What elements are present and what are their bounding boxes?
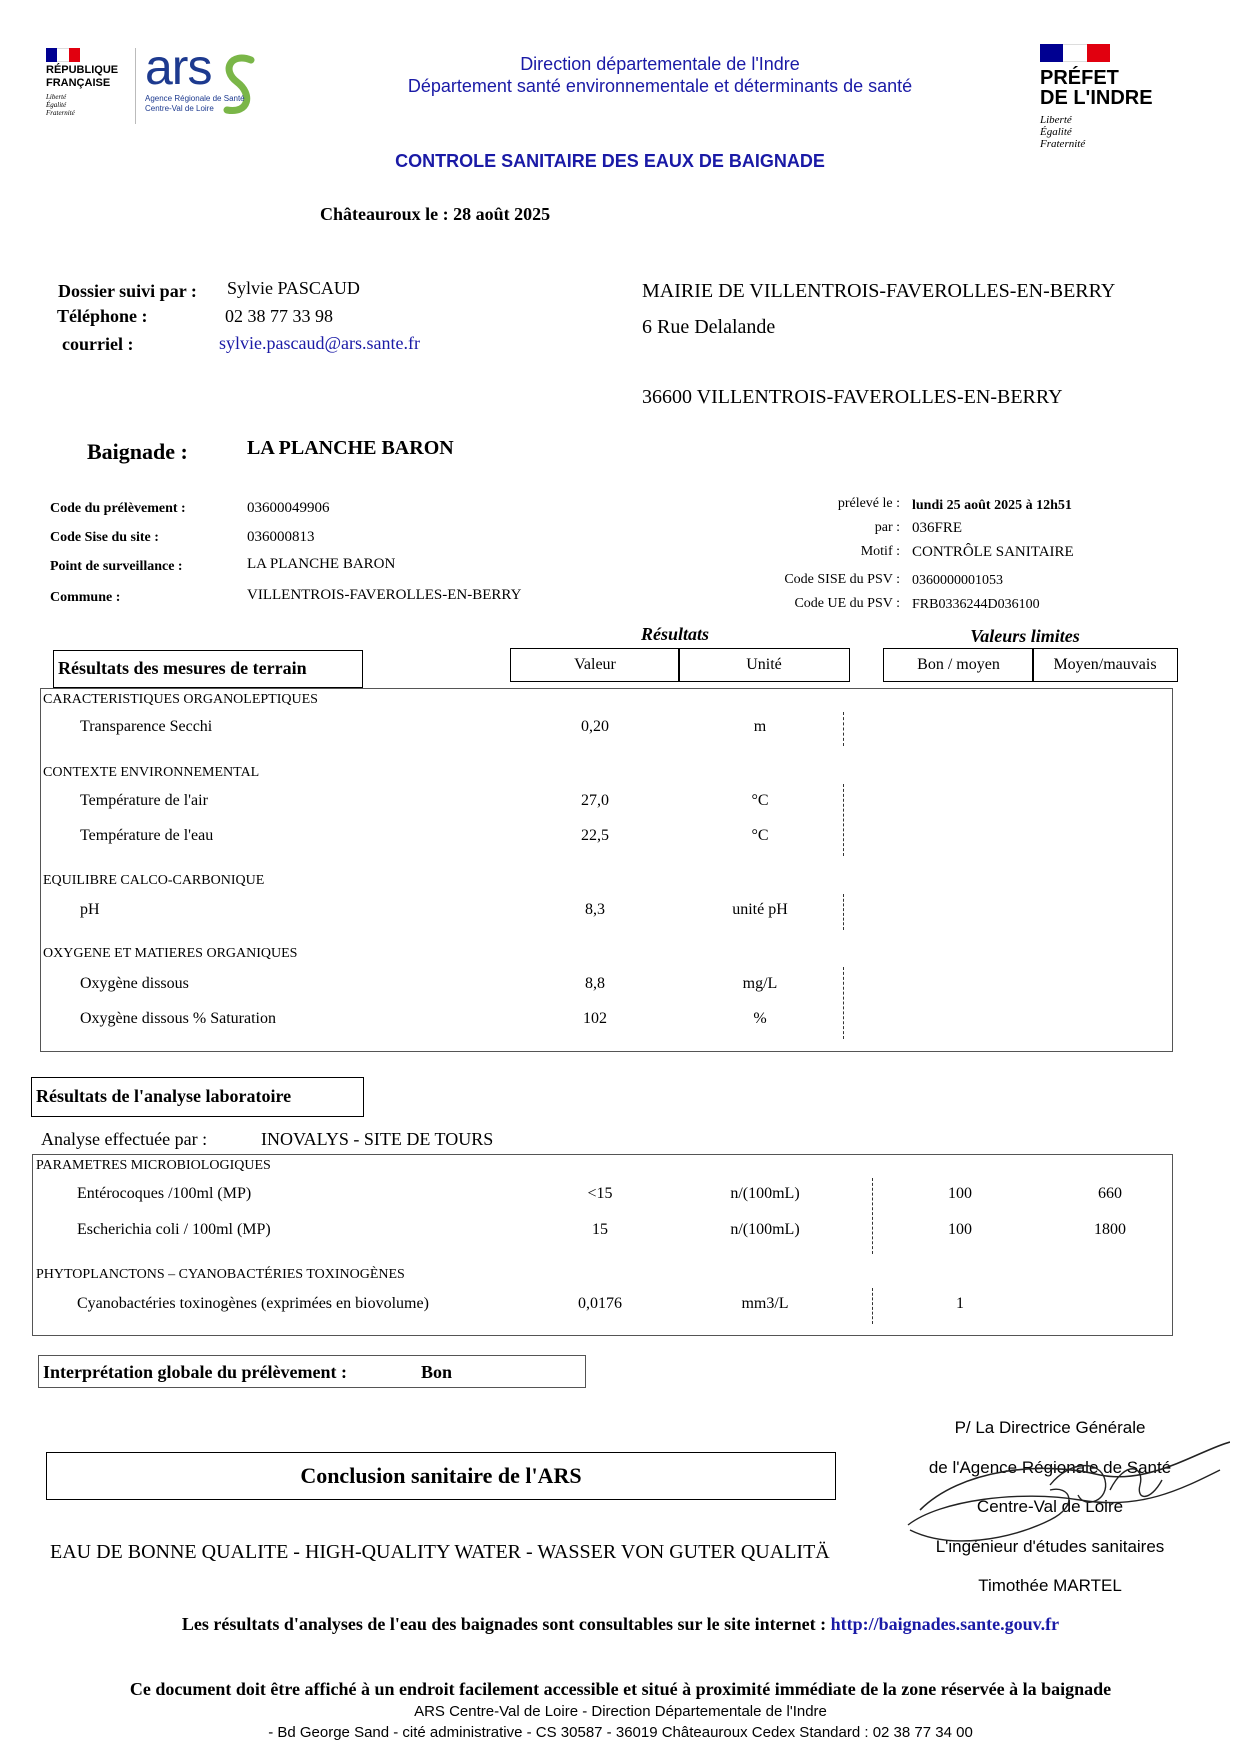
signature-line2: de l'Agence Régionale de Santé (928, 1457, 1172, 1477)
conclusion-text-value: EAU DE BONNE QUALITE - HIGH-QUALITY WATER - WASSER VON GUTER QUALITÄ (50, 1541, 830, 1563)
param-value: 0,20 (581, 718, 609, 735)
limit-bon: 1 (956, 1295, 964, 1312)
rf-motto2: Égalité (46, 101, 67, 109)
moyen-mauvais-header: Moyen/mauvais (1053, 656, 1157, 673)
conclusion-title: Conclusion sanitaire de l'ARS (300, 1463, 582, 1488)
ars-logo-text: ars (145, 39, 212, 95)
table-row (0, 1010, 1241, 1032)
signature-line1: P/ La Directrice Générale (954, 1418, 1146, 1437)
param-value: 102 (583, 1010, 607, 1027)
dossier-value: Sylvie PASCAUD (227, 278, 360, 298)
dossier-label: Dossier suivi par : (58, 281, 197, 301)
recipient-line3: 36600 VILLENTROIS-FAVEROLLES-EN-BERRY (642, 386, 1063, 408)
table-row (0, 792, 1241, 814)
param-value: 8,3 (585, 901, 605, 918)
sample-label: prélevé le : (837, 496, 900, 511)
sample-label: Point de surveillance : (50, 559, 183, 574)
param-value: <15 (587, 1185, 613, 1202)
signature-line5: Timothée MARTEL (978, 1576, 1122, 1595)
param-value: 0,0176 (578, 1295, 622, 1312)
rf-motto3: Fraternité (46, 109, 75, 117)
prefet-line2: DE L'INDRE (1040, 87, 1153, 109)
rf-motto1: Liberté (46, 93, 67, 101)
limit-bon: 100 (948, 1221, 972, 1238)
param-name: Oxygène dissous % Saturation (80, 1010, 276, 1027)
marianne-flag-icon (1040, 44, 1110, 62)
direction-line2: Département santé environnementale et déterminants de santé (407, 76, 913, 96)
labo-title: Résultats de l'analyse laboratoire (36, 1086, 292, 1106)
resultats-header: Résultats (640, 624, 710, 644)
web-notice (20, 1614, 1221, 1635)
handwritten-signature (900, 1430, 1230, 1560)
email-link[interactable]: sylvie.pascaud@ars.sante.fr (219, 333, 421, 353)
terrain-group-header: EQUILIBRE CALCO-CARBONIQUE (43, 873, 265, 888)
baignade-label: Baignade : (87, 439, 188, 464)
ars-sub2: Centre-Val de Loire (145, 104, 214, 113)
phone-value: 02 38 77 33 98 (225, 306, 333, 326)
valeurs-limites-header: Valeurs limites (970, 626, 1080, 646)
sample-label: Commune : (50, 590, 121, 605)
param-unit: % (753, 1010, 767, 1027)
signature-line4: L'ingénieur d'études sanitaires (935, 1536, 1165, 1556)
rf-line2: FRANÇAISE (46, 77, 111, 89)
sample-label: Code du prélèvement : (50, 501, 186, 516)
sample-label: Code Sise du site : (50, 530, 159, 545)
table-row (0, 1295, 1241, 1317)
param-name: Escherichia coli / 100ml (MP) (77, 1221, 271, 1238)
param-unit: mm3/L (741, 1295, 789, 1312)
table-row (0, 1185, 1241, 1207)
param-name: Oxygène dissous (80, 975, 189, 992)
footer-address2: - Bd George Sand - cité administrative - CS 30587 - 36019 Châteauroux Cedex Standard : 02 38 77 34 00 (268, 1724, 973, 1741)
param-value: 27,0 (581, 792, 609, 809)
prefet-motto3: Fraternité (1040, 138, 1086, 150)
sample-value: VILLENTROIS-FAVEROLLES-EN-BERRY (247, 587, 522, 603)
param-unit: °C (751, 827, 769, 844)
sample-value: LA PLANCHE BARON (247, 556, 396, 572)
labo-by-label: Analyse effectuée par : (41, 1129, 208, 1149)
param-unit: unité pH (732, 901, 788, 918)
sample-value: 036FRE (912, 520, 963, 536)
sample-value: FRB0336244D036100 (912, 597, 1040, 612)
terrain-table (40, 688, 1173, 1052)
labo-group-header: PARAMETRES MICROBIOLOGIQUES (36, 1158, 271, 1173)
table-row (0, 901, 1241, 923)
direction-line1: Direction départementale de l'Indre (520, 54, 800, 74)
ars-sub1: Agence Régionale de Santé (145, 94, 245, 103)
web-notice-text: Les résultats d'analyses de l'eau des baignades sont consultables sur le site internet : (181, 1614, 831, 1634)
param-value: 15 (592, 1221, 608, 1238)
display-notice: Ce document doit être affiché à un endroit facilement accessible et situé à proximité immédiate de la zone réservée à la baignade (129, 1679, 1112, 1699)
table-row (0, 1221, 1241, 1243)
sample-label: Code UE du PSV : (794, 596, 900, 611)
table-row (0, 975, 1241, 997)
labo-by-value: INOVALYS - SITE DE TOURS (261, 1129, 494, 1149)
signature-line3: Centre-Val de Loire (976, 1497, 1124, 1516)
web-link[interactable]: http://baignades.sante.gouv.fr (830, 1614, 1060, 1634)
param-value: 8,8 (585, 975, 605, 992)
recipient-line1: MAIRIE DE VILLENTROIS-FAVEROLLES-EN-BERRY (642, 280, 1116, 302)
param-unit: m (753, 718, 767, 735)
labo-group-header: PHYTOPLANCTONS – CYANOBACTÉRIES TOXINOGÈNES (36, 1267, 405, 1282)
param-name: pH (80, 901, 100, 918)
terrain-group-header: CARACTERISTIQUES ORGANOLEPTIQUES (43, 692, 318, 707)
limit-mauvais: 660 (1098, 1185, 1122, 1202)
table-row (0, 827, 1241, 849)
param-name: Cyanobactéries toxinogènes (exprimées en biovolume) (77, 1295, 429, 1312)
ars-logo (145, 39, 265, 124)
recipient-line2: 6 Rue Delalande (642, 316, 776, 338)
footer-address1: ARS Centre-Val de Loire - Direction Départementale de l'Indre (414, 1703, 827, 1720)
param-name: Température de l'air (80, 792, 208, 809)
param-name: Transparence Secchi (80, 718, 213, 735)
sample-value: 0360000001053 (912, 573, 1003, 588)
sample-value: 03600049906 (247, 500, 330, 516)
document-title: CONTROLE SANITAIRE DES EAUX DE BAIGNADE (395, 151, 825, 171)
sample-label: par : (874, 520, 900, 535)
param-unit: °C (751, 792, 769, 809)
sample-value: 036000813 (247, 529, 315, 545)
sample-value: CONTRÔLE SANITAIRE (912, 544, 1074, 560)
param-name: Température de l'eau (80, 827, 214, 844)
prefet-logo (1040, 44, 1200, 154)
sample-value: lundi 25 août 2025 à 12h51 (912, 498, 1072, 513)
sample-label: Code SISE du PSV : (784, 572, 900, 587)
terrain-group-header: OXYGENE ET MATIERES ORGANIQUES (43, 946, 298, 961)
terrain-title: Résultats des mesures de terrain (58, 658, 307, 678)
rf-line1: RÉPUBLIQUE (46, 64, 119, 76)
limit-mauvais: 1800 (1094, 1221, 1126, 1238)
param-unit: n/(100mL) (730, 1185, 800, 1202)
param-unit: n/(100mL) (730, 1221, 800, 1238)
terrain-group-header: CONTEXTE ENVIRONNEMENTAL (43, 765, 260, 780)
republique-francaise-logo (46, 48, 130, 128)
email-label: courriel : (62, 334, 134, 354)
interpretation-value: Bon (421, 1362, 453, 1382)
param-unit: mg/L (742, 975, 778, 992)
unite-header: Unité (746, 656, 782, 673)
valeur-header: Valeur (574, 656, 616, 673)
bon-moyen-header: Bon / moyen (917, 656, 1000, 673)
marianne-flag-icon (46, 48, 80, 62)
param-name: Entérocoques /100ml (MP) (77, 1185, 252, 1202)
phone-label: Téléphone : (57, 306, 148, 326)
param-value: 22,5 (581, 827, 609, 844)
conclusion-text (50, 1541, 873, 1567)
table-row (0, 718, 1241, 740)
sample-label: Motif : (860, 544, 900, 559)
prefet-motto1: Liberté (1040, 114, 1072, 126)
prefet-motto2: Égalité (1040, 126, 1072, 138)
limit-bon: 100 (948, 1185, 972, 1202)
prefet-line1: PRÉFET (1040, 67, 1119, 89)
interpretation-label: Interprétation globale du prélèvement : (43, 1362, 347, 1382)
place-date: Châteauroux le : 28 août 2025 (320, 204, 551, 224)
baignade-value: LA PLANCHE BARON (247, 437, 454, 459)
